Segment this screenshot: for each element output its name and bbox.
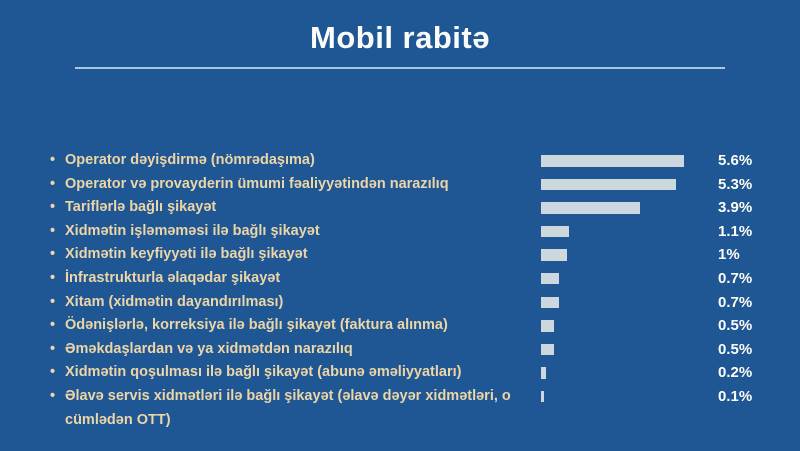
category-label [48,267,541,291]
category-label-text: Xidmətin qoşulması ilə bağlı şikayət (abunə əməliyyatları) [65,364,462,381]
chart-row [48,314,788,338]
category-label [48,173,541,197]
category-label [48,149,541,173]
category-label [48,196,541,220]
bar [541,367,546,379]
category-label [48,314,541,338]
category-label [48,291,541,315]
chart-row [48,220,788,244]
bar-cell [541,149,718,167]
bar [541,320,554,332]
category-label-text: Xidmətin işləməməsi ilə bağlı şikayət [65,222,320,239]
bullet-icon: • [50,175,56,192]
bar [541,273,559,285]
bar-chart [48,149,788,432]
category-label [48,385,541,432]
value-label: 5.3% [718,175,753,193]
bullet-icon: • [50,199,56,216]
value-label: 3.9% [718,199,753,217]
bullet-icon: • [50,340,56,357]
bullet-icon: • [50,222,56,239]
value-label: 0.5% [718,317,753,335]
value-label: 0.7% [718,269,753,287]
category-label-text: Xitam (xidmətin dayandırılması) [65,293,284,310]
bar-cell [541,314,718,332]
category-label-text: Əməkdaşlardan və ya xidmətdən narazılıq [65,340,353,357]
bar [541,249,567,261]
title-divider [75,67,725,69]
value-label: 5.6% [718,152,753,169]
chart-row [48,243,788,267]
bar-cell [541,243,718,261]
value-label: 0.5% [718,340,753,358]
bar-cell [541,338,718,356]
value-label: 0.2% [718,364,753,382]
value-label: 0.7% [718,293,753,311]
category-label [48,243,541,267]
bullet-icon: • [50,152,56,168]
bar [541,226,569,238]
category-label-text: Tariflərlə bağlı şikayət [65,199,217,216]
page-title: Mobil rabitə [310,20,490,55]
category-label [48,338,541,362]
category-label-text: Operator və provayderin ümumi fəaliyyətindən narazılıq [65,175,449,192]
value-label: 1% [718,246,740,264]
bar [541,391,544,403]
category-label [48,361,541,385]
category-label-text: Ödənişlərlə, korreksiya ilə bağlı şikayət (faktura alınma) [65,317,448,334]
bar-cell [541,173,718,191]
bullet-icon: • [50,269,56,286]
bar-cell [541,267,718,285]
bar [541,297,559,309]
bar-cell [541,361,718,379]
chart-row [48,149,788,173]
category-label [48,220,541,244]
chart-row [48,291,788,315]
category-label-text: İnfrastrukturla əlaqədar şikayət [65,269,281,286]
category-label-text: Operator dəyişdirmə (nömrədaşıma) [65,152,315,168]
chart-row [48,338,788,362]
bullet-icon: • [50,364,56,381]
bar-cell [541,220,718,238]
chart-row [48,196,788,220]
bullet-icon: • [50,317,56,334]
bar [541,155,684,167]
value-label: 1.1% [718,222,753,240]
chart-row [48,267,788,291]
bar [541,202,640,214]
category-label-text: Əlavə servis xidmətləri ilə bağlı şikayət (əlavə dəyər xidmətləri, o cümlədən OTT) [65,387,511,428]
bar [541,179,676,191]
bar-cell [541,291,718,309]
bullet-icon: • [50,246,56,263]
value-label: 0.1% [718,387,753,405]
category-label-text: Xidmətin keyfiyyəti ilə bağlı şikayət [65,246,308,263]
chart-row [48,361,788,385]
bar-cell [541,196,718,214]
bullet-icon: • [50,293,56,310]
bar [541,344,554,356]
bullet-icon: • [50,387,56,404]
chart-row [48,385,788,432]
chart-row [48,173,788,197]
bar-cell [541,385,718,403]
